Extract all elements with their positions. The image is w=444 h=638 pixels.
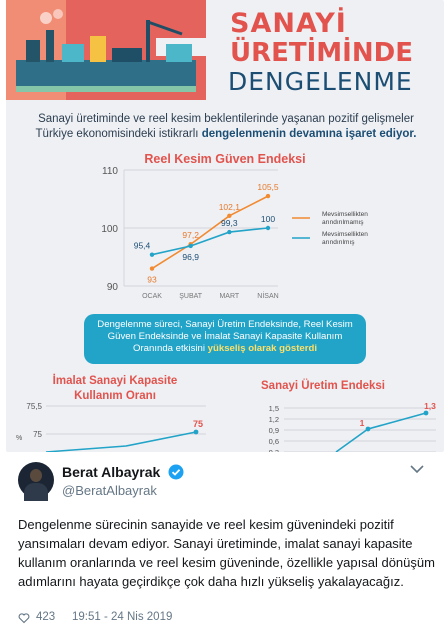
legend-label: Mevsimsellikten: [322, 231, 368, 238]
banner-line3-text: Oranında etkisini: [133, 343, 208, 354]
verified-badge-icon: [168, 464, 184, 480]
capacity-chart-title: İmalat Sanayi Kapasite Kullanım Oranı: [52, 375, 178, 402]
chevron-down-icon[interactable]: [410, 464, 424, 474]
y-tick-label: 0,9: [268, 426, 279, 435]
x-tick-label: ŞUBAT: [179, 293, 203, 300]
infographic-title-line2: ÜRETİMİNDE: [230, 38, 413, 68]
banner-line3: [84, 343, 366, 355]
data-label: 97,2: [182, 230, 199, 241]
data-point: [194, 430, 199, 435]
tweet-timestamp[interactable]: 19:51 - 24 Nis 2019: [72, 611, 173, 623]
series-line: [152, 228, 268, 255]
intro-line2-text: Türkiye ekonomisindeki istikrarlı: [35, 128, 202, 140]
legend-label: arındırılmış: [322, 239, 355, 246]
avatar-body: [24, 483, 48, 501]
infographic-title-line3: DENGELENME: [228, 67, 413, 96]
data-point: [188, 244, 192, 248]
banner-line3-bold: yükseliş olarak gösterdi: [207, 343, 317, 354]
data-label: 75: [192, 419, 204, 429]
data-label: 95,4: [133, 240, 151, 251]
y-tick-label: 90: [106, 282, 118, 293]
banner-line2: Güven Endeksinde ve İmalat Sanayi Kapasite Kullanım: [107, 331, 343, 342]
data-label: 105,5: [257, 182, 279, 193]
partial-charts: [6, 390, 444, 452]
y-tick-label: 1,2: [268, 415, 279, 424]
data-point: [366, 427, 371, 432]
intro-line2-bold: dengelenmenin devamına işaret ediyor.: [201, 128, 417, 140]
data-point: [150, 252, 154, 256]
chart-title: Reel Kesim Güven Endeksi: [144, 152, 306, 166]
data-point: [424, 411, 429, 416]
banner-line1: Dengelenme süreci, Sanayi Üretim Endeksinde, Reel Kesim: [97, 319, 353, 330]
summary-banner: [84, 314, 366, 364]
user-handle[interactable]: @BeratAlbayrak: [62, 483, 157, 498]
y-tick-label: 110: [102, 166, 118, 177]
data-point: [227, 230, 231, 234]
y-tick-label: 1,5: [268, 404, 279, 413]
y-axis-fragment: %: [16, 435, 23, 442]
x-tick-label: OCAK: [142, 293, 162, 300]
data-point: [266, 226, 270, 230]
intro-line1: Sanayi üretiminde ve reel kesim beklentilerinde yaşanan pozitif gelişmeler: [38, 113, 414, 125]
x-tick-label: NİSAN: [257, 293, 279, 300]
tweet-text: Dengelenme sürecinin sanayide ve reel kesim güvenindeki pozitif yansımaları devam ediyor. Sanayi üretiminde, imalat sanayi kapasite kullanım oranlarında ve reel kesim güveninde, özellikle yapısal dönüşüm adımlarını hayata geçirdikçe çok daha hızlı yükseliş yakalayacağız.: [18, 517, 435, 589]
infographic-title-line1: SANAYİ: [230, 8, 347, 39]
legend-label: arındırılmamış: [322, 219, 364, 226]
confidence-index-chart: [6, 160, 444, 310]
series-line: [152, 196, 268, 269]
tweet-body: [0, 452, 444, 638]
data-label: 93: [147, 274, 157, 285]
data-point: [266, 194, 270, 198]
x-tick-label: MART: [219, 293, 240, 300]
display-name[interactable]: Berat Albayrak: [62, 464, 161, 480]
infographic-intro: [26, 112, 426, 142]
y-tick-label: 100: [101, 224, 118, 235]
production-chart-title: Sanayi Üretim Endeksi: [261, 380, 385, 392]
infographic-image[interactable]: [6, 0, 444, 452]
data-label: 1,3: [424, 401, 436, 411]
data-point: [150, 266, 154, 270]
series-line: [46, 432, 196, 452]
y-tick-label: 75,5: [26, 402, 42, 411]
like-count[interactable]: 423: [36, 611, 56, 623]
intro-line2: [26, 127, 426, 142]
y-tick-label: 75: [33, 430, 42, 439]
avatar[interactable]: [18, 462, 54, 498]
y-tick-label: 0,6: [268, 437, 279, 446]
avatar-head: [30, 469, 42, 482]
data-label: 99,3: [221, 218, 238, 229]
factory-illustration: [6, 0, 226, 100]
data-label: 100: [260, 214, 276, 224]
heart-icon[interactable]: [18, 612, 30, 624]
legend-label: Mevsimsellikten: [322, 211, 368, 218]
data-label: 96,9: [182, 251, 199, 262]
data-label: 102,1: [218, 201, 240, 212]
data-label: 1: [359, 418, 365, 428]
